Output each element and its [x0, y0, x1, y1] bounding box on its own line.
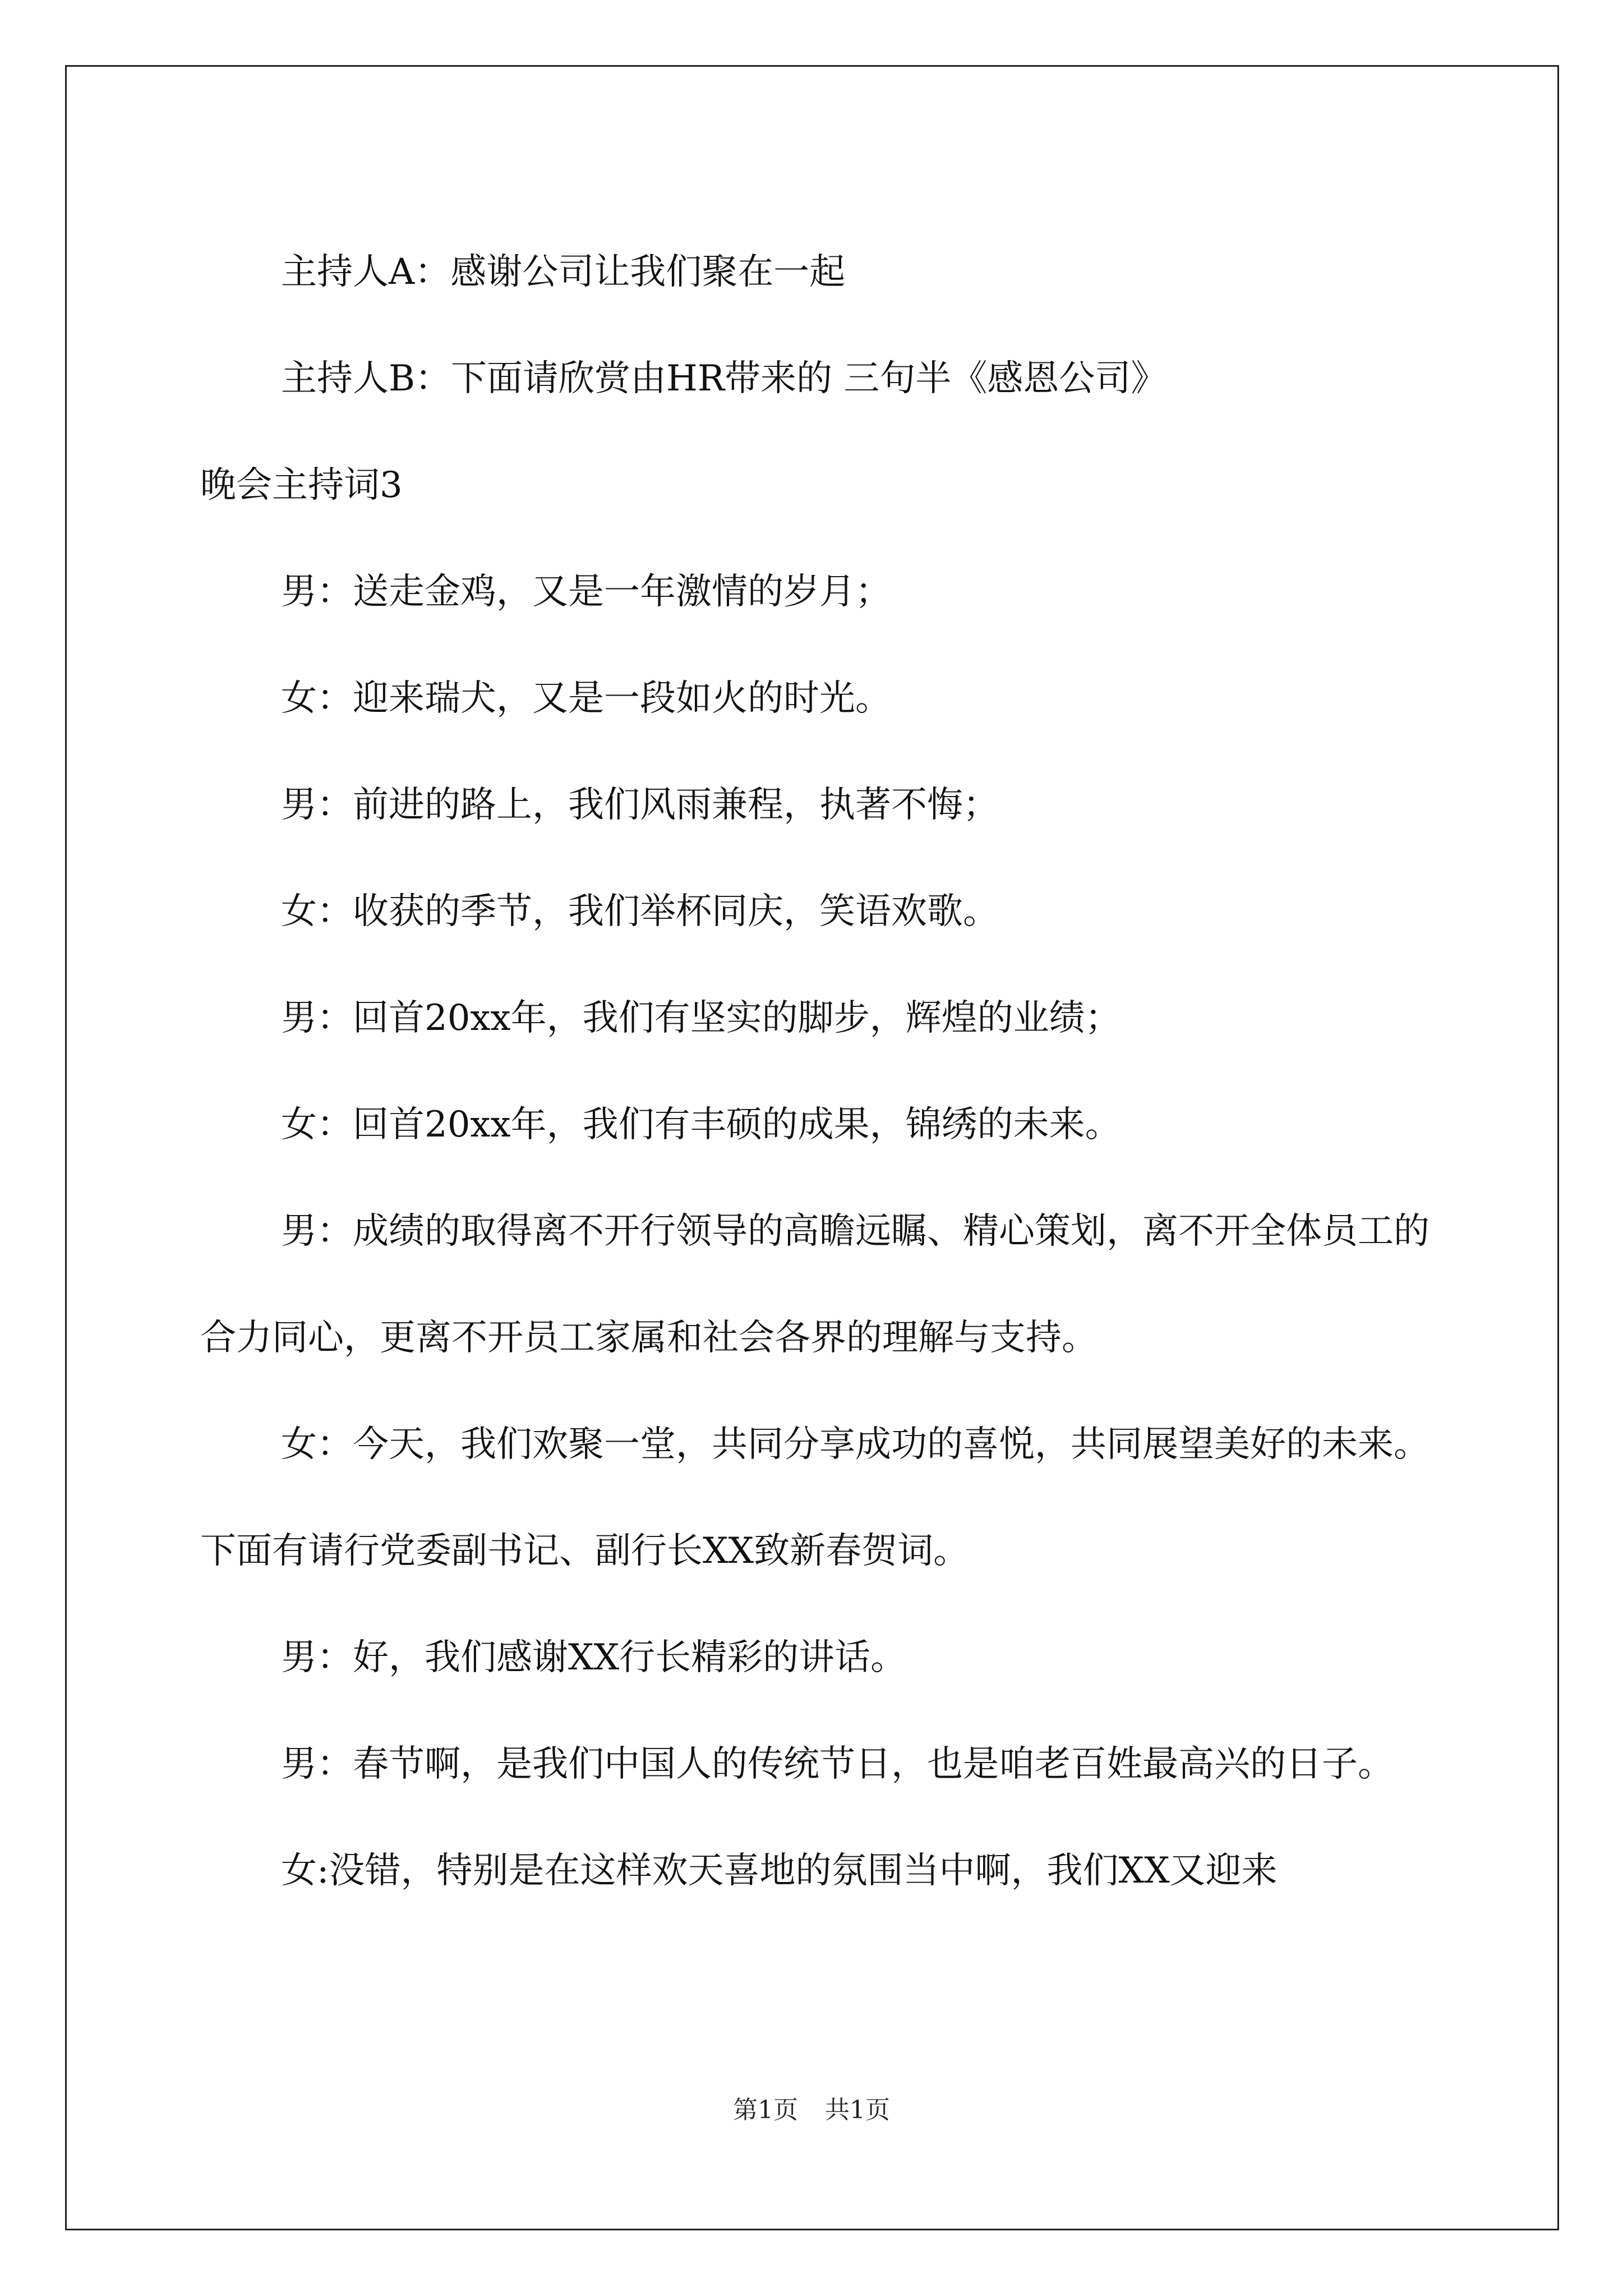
paragraph: 男：好，我们感谢XX行长精彩的讲话。	[281, 1637, 907, 1678]
paragraph: 女：今天，我们欢聚一堂，共同分享成功的喜悦，共同展望美好的未来。下面有请行党委副书记、副行长XX致新春贺词。	[200, 1424, 1430, 1572]
paragraph: 主持人B：下面请欣赏由HR带来的 三句半《感恩公司》	[281, 358, 1167, 399]
paragraph: 男：回首20xx年，我们有坚实的脚步，辉煌的业绩；	[281, 997, 1121, 1039]
page-footer	[0, 2090, 1623, 2125]
paragraph: 男：春节啊，是我们中国人的传统节日，也是咱老百姓最高兴的日子。	[281, 1743, 1394, 1785]
paragraph: 男：成绩的取得离不开行领导的高瞻远瞩、精心策划，离不开全体员工的合力同心，更离不开员工家属和社会各界的理解与支持。	[200, 1211, 1430, 1359]
section-heading: 晚会主持词3	[200, 464, 403, 506]
paragraph: 女：回首20xx年，我们有丰硕的成果，锦绣的未来。	[281, 1104, 1121, 1145]
page-number: 第1页	[733, 2096, 798, 2124]
paragraph: 女：迎来瑞犬，又是一段如火的时光。	[281, 678, 891, 719]
document-body	[200, 219, 1434, 1924]
paragraph: 男：送走金鸡，又是一年激情的岁月；	[281, 571, 891, 613]
paragraph: 男：前进的路上，我们风雨兼程，执著不悔；	[281, 784, 999, 826]
paragraph: 女：收获的季节，我们举杯同庆，笑语欢歌。	[281, 891, 999, 932]
paragraph: 女:没错，特别是在这样欢天喜地的氛围当中啊，我们XX又迎来	[281, 1850, 1278, 1892]
paragraph: 主持人A：感谢公司让我们聚在一起	[281, 251, 846, 293]
page-total: 共1页	[825, 2096, 890, 2124]
